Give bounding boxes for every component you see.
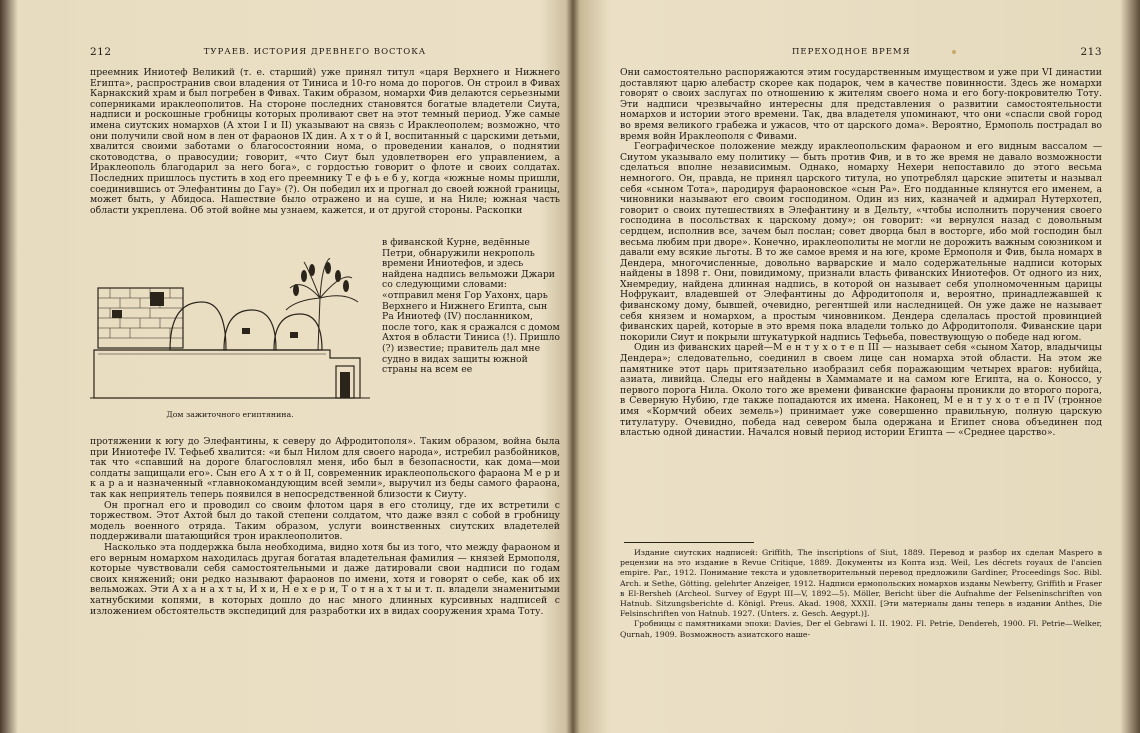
egyptian-house-illustration — [90, 258, 370, 408]
left-float-column: в фиванской Курне, ведённые Петри, обнаружили некрополь времени Иниотефов, и здесь найдена надпись вельможи Джари со следующими словами: «отправил меня Гор Уахонх, царь Верхнего и Нижнего Египта, сын Ра Иниотеф (IV) посланником, после того, как я сражался с домом Ахтоя в области Тиниса (!). Пришло (?) известие; правитель дал мне судно в видах защиты южной страны на всем ее — [382, 237, 560, 376]
right-paragraph: Они самостоятельно распоряжаются этим государственным имуществом и уже при VI династии доставляют царю алебастр скорее как подарок, чем в качестве повинности. Здесь же номархи говорят о своих заслугах по отношению к жителям своего нома и его богу-покровителю Тоту. Эти надписи чрезвычайно интересны для представления о развитии самостоятельности номархов и истории этого времени. Так, два владетеля упоминают, что они «спасли свой город во время великого грабежа и ужасов, что от царского дома». Вероятно, Ермополь пострадал во время войн Ираклеополя с Фивами. — [620, 68, 1102, 142]
left-paragraph: Он прогнал его и проводил со своим флотом царя в его столицу, где их встретили с торжеством. Этот Ахтой был до такой степени солдатом, что даже взял с собой в гробницу модель военного отряда. Таким образом, услуги воинственных сиутских владетелей поддерживали шатающийся трон ираклеополитов. — [90, 499, 560, 543]
left-top-text — [90, 68, 560, 216]
left-page-header — [70, 46, 560, 60]
left-page — [70, 0, 560, 733]
right-page — [612, 0, 1102, 733]
right-paragraph: Один из фиванских царей—М е н т у х о т е п III — называет себя «сыном Хатор, владычицы Дендера»; следовательно, соединил в своем лице сан номарха этой области. На этом же памятнике этот царь притязательно изобразил себя поражающим четырех врагов: нубийца, азиата, ливийца. Следы его найдены в Хаммамате и на самом юге Египта, на о. Коноссо, у первого порога Нила. Около того же времени фиванские фараоны проникли до второго порога, в Северную Нубию, где также попадаются их имена. Наконец, М е н т у х о т е п IV (тронное имя «Кормчий обеих земель») принимает уже совершенно правильную, полную царскую титулатуру. Очевидно, победа над севером была одержана и Египет снова объединен под властью одной династии. Начался новый период истории Египта — «Среднее царство». — [620, 342, 1102, 439]
figure-caption: Дом зажиточного египтянина. — [166, 410, 294, 419]
footnote-paragraph: Гробницы с памятниками эпохи: Davies, Der el Gebrawi I. II. 1902. Fl. Petrie, Dendereh, 1900. Fl. Petrie—Welker, Qurnah, 1909. Возможность азиатского наше- — [620, 619, 1102, 639]
right-page-header — [612, 46, 1102, 60]
footnote-rule — [624, 542, 754, 543]
left-top-paragraph: преемник Иниотеф Великий (т. е. старший) уже принял титул «царя Верхнего и Нижнего Египта», распространив свои владения от Тиниса и 10-го нома до порогов. Он строил в Фивах Карнакский храм и был погребен в Фивах. Таким образом, номархи Фив делаются серьезными соперниками ираклеополитов. На стороне последних становятся богатые владетели Сиута, надписи и роскошные гробницы которых проливают свет на этот темный период. Уже самые имена сиутских номархов (А хтои I и II) указывают на связь с Ираклеополем; возможно, что они получили свой ном в лен от фараонов IX дин. А х т о й I, воспитанный с царскими детьми, хвалится своими заботами о благосостоянии нома, о проведении каналов, о поднятии скотоводства, о правосудии; говорит, «что Сиут был удовлетворен его управлением, а Ираклеополь благодарил за него бога», с гордостью говорит о флоте и своих солдатах. Последних пришлось пустить в ход его преемнику Т е ф ь е б у, когда «южные номы пришли, соединившись от Элефантины до Гау» (?). Он победил их и прогнал до своей южной границы, может быть, у Абидоса. Нашествие было отражено и на суше, и на Ниле; южная часть области укреплена. Об этой войне мы узнаем, кажется, и от другой стороны. Раскопки — [90, 68, 560, 216]
egyptian-house-figure — [90, 258, 370, 428]
left-page-number: 212 — [90, 46, 112, 58]
right-main-text — [620, 68, 1102, 439]
right-paragraph: Географическое положение между ираклеопольским фараоном и его видным вассалом — Сиутом указывало ему политику — быть против Фив, и в то же время не давало возможности сделаться вполне независимым. Однако, номарху Нехери непоставило до этого весьма немногого. Он, правда, не принял царского титула, но употреблял царские эпитеты и называл себя «сыном Тота», пародируя фараоновское «сын Ра». Его подданные клянутся его именем, а чиновники называют его своим господином. Один из них, казначей и адмирал Нутерхотеп, говорит о своих путешествиях в Элефантину и в Дельту, «чтобы исполнить поручения своего господина в посольствах к царскому дому»; он говорит: «и вернулся назад с довольным сердцем, исполнив все, зачем был послан; совет дворца был в восторге, ибо мой господин был весьма любим при дворе». Конечно, ираклеополиты не могли не дорожить важным союзником и давали ему всякие льготы. В то же самое время и на юге, кроме Ермополя и Фив, была номарх в Дендера, многочисленные, довольно варварские и мало содержательные надписи которых найдены в 1898 г. Они, повидимому, признали власть фиванских Иниотефов. От одного из них, Хнемредиу, найдена длинная надпись, в которой он называет себя уполномоченным царицы Нофрукаит, владевшей от Элефантины до Афродитополя и, вероятно, принадлежавшей к фиванскому дому, бывшей, очевидно, регентшей или наследницей. Он уже даже не называет себя князем и номархом, а простым чиновником. Дендера сделалась простой провинцией фиванских царей, которые в это время пока владели только до Афродитополя. Фиванские цари покорили Сиут и покрыли штукатуркой надпись Тефьеба, повествующую о победе над югом. — [620, 141, 1102, 343]
right-running-head: ПЕРЕХОДНОЕ ВРЕМЯ — [792, 47, 911, 57]
right-page-number: 213 — [1080, 46, 1102, 58]
left-paragraph: протяжении к югу до Элефантины, к северу до Афродитополя». Таким образом, война была при Иниотефе IV. Тефьеб хвалится: «и был Нилом для своего народа», истребил разбойников, так что «спавший на дороге благословлял меня, ибо был в безопасности, как дома—мои солдаты защищали его». Сын его А х т о й II, современник ираклеопольского фараона М е р и к а р а и назначенный «главнокомандующим всей земли», выручил из беды самого фараона, так как неприятель теперь появился в непосредственной близости к Сиуту. — [90, 437, 560, 500]
footnote-paragraph: Издание сиутских надписей: Griffith, The inscriptions of Siut, 1889. Перевод и разбор их сделан Maspero в рецензии на это издание в Revue Critique, 1889. Документы из Коптa изд. Weil, Les décrets royaux de l'ancien empire. Par., 1912. Понимание текста и удовлетворительный перевод предложили Gardiner, Proceedings Soc. Bibl. Arch. и Sethe, Götting. gelehrter Anzeiger, 1912. Надписи ермопольских номархов изданы Newberry, Griffith и Fraser в El-Bersheh (Archeol. Survey of Egypt III—V, 1892—5). Möller, Bericht über die Aufnahme der Felseninschriften von Hatnub. Sitzungsberichte d. Königl. Preus. Akad. 1908, XXXII. [Эти материалы даны теперь в издании Anthes, Die Felsinschriften von Hatnub. 1927. (Unters. z. Gesch. Aegypt.)]. — [620, 548, 1102, 619]
footnotes — [620, 548, 1102, 640]
left-paragraph: Насколько эта поддержка была необходима, видно хотя бы из того, что между фараоном и его верным номархом находилась другая богатая владетельная фамилия — князей Ермополя, которые чувствовали себя самостоятельными и даже датировали свои надписи по годам своих княжений; они редко называют фараонов по имени, хотя и говорят о себе, как об их вельможах. Эти А х а н а х т ы, И х и, Н е х е р и, Т о т н а х т ы и т. п. владели знаменитыми хатнубскими копями, в которых дошло до нас много длинных курсивных надписей с изложением обстоятельств экспедиций для разработки их в видах сооружения храма Тоту. — [90, 541, 560, 617]
left-bottom-text — [90, 437, 560, 617]
left-running-head: ТУРАЕВ. ИСТОРИЯ ДРЕВНЕГО ВОСТОКА — [203, 47, 427, 57]
